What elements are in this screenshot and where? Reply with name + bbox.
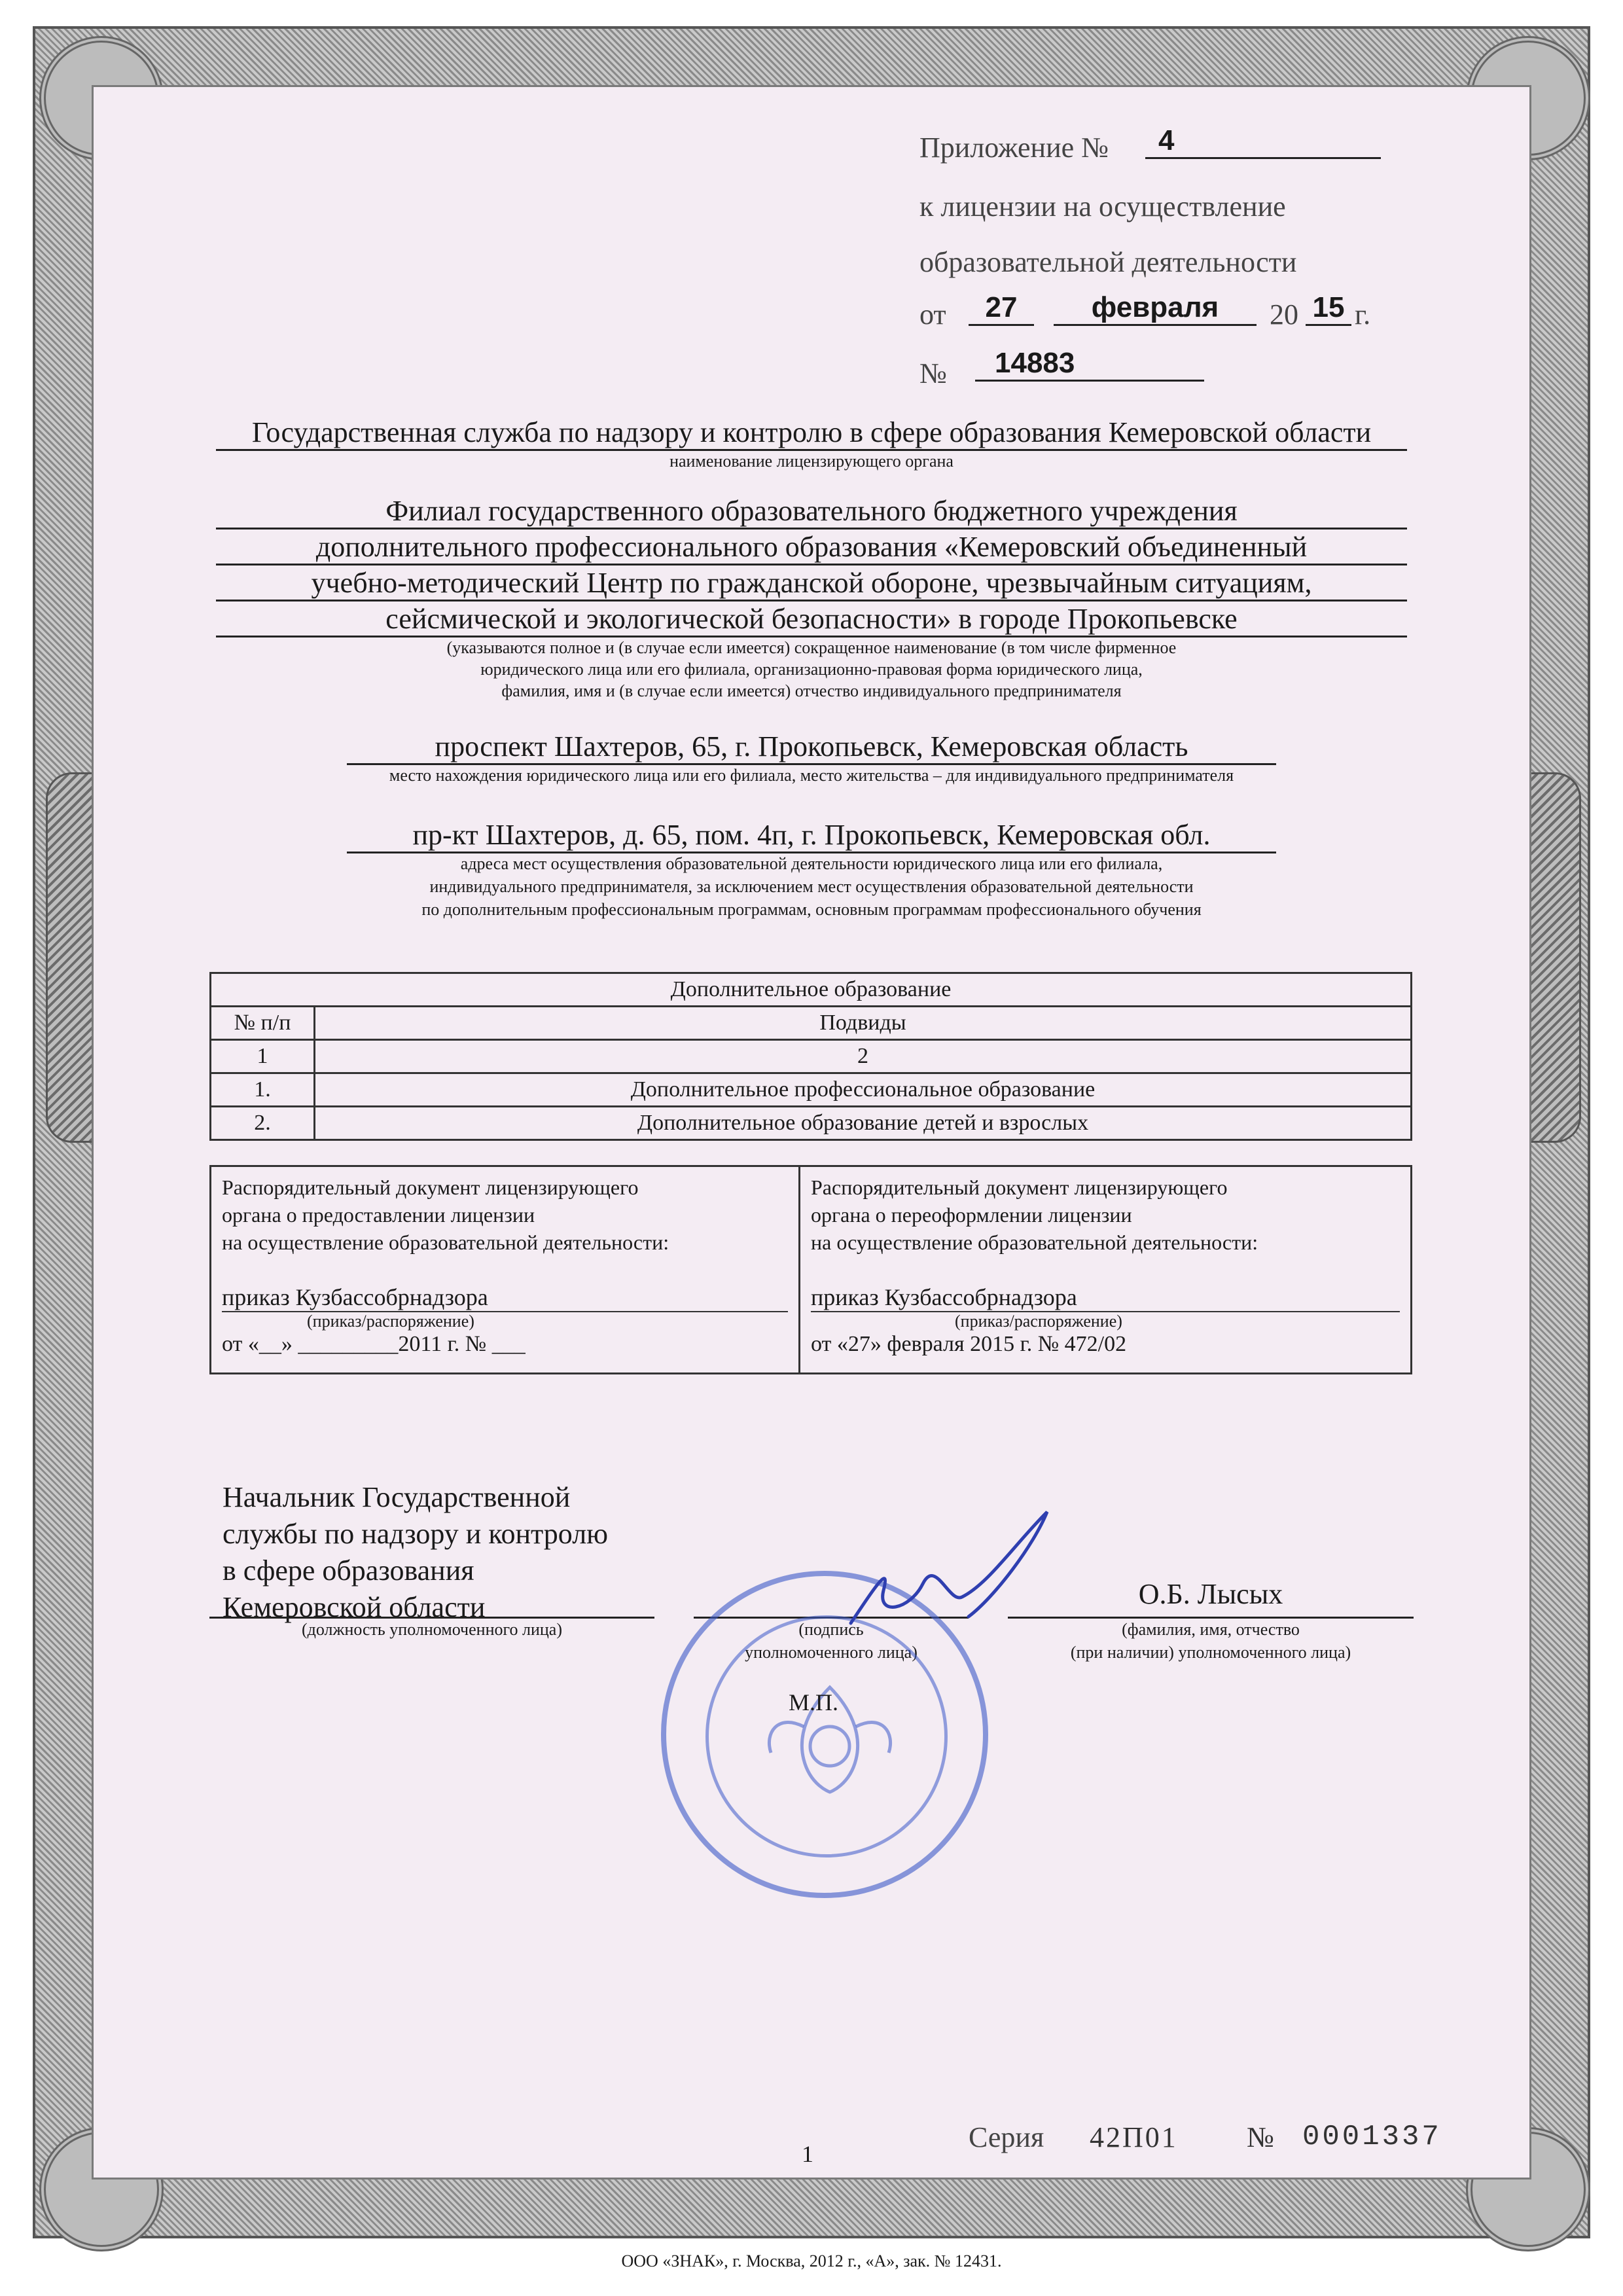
organization-line-4: сейсмической и экологической безопасности» в городе Прокопьевске	[216, 602, 1407, 637]
reissue-order: приказ Кузбассобрнадзора	[811, 1284, 1077, 1310]
position-line-1: Начальник Государственной	[223, 1481, 571, 1513]
signatory-name: О.Б. Лысых	[1138, 1578, 1283, 1610]
date-year-suffix: 15	[1306, 291, 1351, 326]
reissue-date: от «27» февраля 2015 г. № 472/02	[811, 1332, 1127, 1356]
granting-line-2: органа о предоставлении лицензии	[222, 1203, 535, 1227]
reissue-order-caption: (приказ/распоряжение)	[811, 1311, 1400, 1331]
granting-order: приказ Кузбассобрнадзора	[222, 1284, 488, 1310]
license-number-label: №	[919, 357, 947, 389]
stamp-placeholder-mp: М.П.	[789, 1689, 839, 1715]
signatory-position	[223, 1479, 608, 1626]
date-year-end: г.	[1355, 298, 1371, 331]
licensing-authority-name: Государственная служба по надзору и контролю в сфере образования Кемеровской области	[216, 416, 1407, 451]
licensing-authority-caption: наименование лицензирующего органа	[669, 452, 954, 471]
handwritten-signature-icon	[838, 1505, 1060, 1636]
organization-caption-3: фамилия, имя и (в случае если имеется) отчество индивидуального предпринимателя	[501, 681, 1122, 700]
table-cell-number: 1.	[211, 1073, 315, 1107]
appendix-line-3: образовательной деятельности	[919, 246, 1297, 278]
legal-address: проспект Шахтеров, 65, г. Прокопьевск, Кемеровская область	[347, 730, 1276, 765]
granting-line-3: на осуществление образовательной деятельности:	[222, 1230, 669, 1254]
table-index-cell: 2	[315, 1040, 1412, 1073]
position-line-3: в сфере образования	[223, 1554, 474, 1587]
reissue-line-2: органа о переоформлении лицензии	[811, 1203, 1132, 1227]
table-header-number: № п/п	[211, 1007, 315, 1040]
organization-caption-2: юридического лица или его филиала, организационно-правовая форма юридического лица,	[480, 660, 1143, 679]
date-day: 27	[969, 291, 1034, 326]
granting-line-1: Распорядительный документ лицензирующего	[222, 1175, 639, 1199]
table-index-cell: 1	[211, 1040, 315, 1073]
printer-imprint: ООО «ЗНАК», г. Москва, 2012 г., «А», зак. № 12431.	[621, 2251, 1002, 2270]
table-row	[211, 1107, 1412, 1140]
legal-address-caption: место нахождения юридического лица или его филиала, место жительства – для индивидуального предпринимателя	[389, 766, 1234, 785]
series-value: 42П01	[1090, 2121, 1178, 2153]
organization-line-1: Филиал государственного образовательного бюджетного учреждения	[216, 494, 1407, 529]
signature-caption-1: (подпись	[798, 1620, 864, 1639]
reissue-line-3: на осуществление образовательной деятельности:	[811, 1230, 1258, 1254]
page-number: 1	[802, 2141, 813, 2167]
position-line-2: службы по надзору и контролю	[223, 1518, 609, 1550]
table-title: Дополнительное образование	[211, 973, 1412, 1007]
position-caption: (должность уполномоченного лица)	[301, 1620, 562, 1639]
appendix-number: 4	[1145, 124, 1381, 159]
table-header-subtypes: Подвиды	[315, 1007, 1412, 1040]
activity-address: пр-кт Шахтеров, д. 65, пом. 4п, г. Прокопьевск, Кемеровская обл.	[347, 818, 1276, 853]
name-caption-2: (при наличии) уполномоченного лица)	[1070, 1643, 1351, 1662]
blank-number: 0001337	[1302, 2121, 1442, 2153]
signature-caption-2: уполномоченного лица)	[745, 1643, 918, 1662]
license-number: 14883	[975, 347, 1204, 382]
document-reissue	[800, 1167, 1410, 1372]
appendix-line-2: к лицензии на осуществление	[919, 190, 1286, 223]
document-granting	[211, 1167, 800, 1372]
activity-address-caption-2: индивидуального предпринимателя, за исключением мест осуществления образовательной деятельности	[429, 877, 1194, 896]
table-cell-subtype: Дополнительное образование детей и взрослых	[315, 1107, 1412, 1140]
administrative-documents-box	[209, 1165, 1412, 1374]
granting-order-caption: (приказ/распоряжение)	[222, 1311, 788, 1331]
date-month: февраля	[1054, 291, 1257, 326]
reissue-line-1: Распорядительный документ лицензирующего	[811, 1175, 1228, 1199]
organization-line-3: учебно-методический Центр по гражданской обороне, чрезвычайным ситуациям,	[216, 566, 1407, 601]
table-cell-subtype: Дополнительное профессиональное образование	[315, 1073, 1412, 1107]
series-label: Серия	[969, 2121, 1044, 2153]
organization-caption-1: (указываются полное и (в случае если имеется) сокращенное наименование (в том числе фирменное	[446, 638, 1177, 657]
blank-number-label: №	[1247, 2121, 1274, 2153]
granting-date: от «__» _________2011 г. № ___	[222, 1332, 526, 1356]
activity-address-caption-1: адреса мест осуществления образовательной деятельности юридического лица или его филиала,	[460, 854, 1163, 873]
education-subtypes-table	[209, 972, 1412, 1141]
date-prefix: от	[919, 298, 946, 331]
organization-line-2: дополнительного профессионального образования «Кемеровский объединенный	[216, 530, 1407, 565]
appendix-label: Приложение №	[919, 132, 1109, 164]
table-row	[211, 1073, 1412, 1107]
activity-address-caption-3: по дополнительным профессиональным программам, основным программам профессионального обучения	[421, 900, 1202, 919]
position-line-4: Кемеровской области	[223, 1591, 486, 1623]
date-year-prefix: 20	[1270, 298, 1298, 331]
table-cell-number: 2.	[211, 1107, 315, 1140]
name-caption-1: (фамилия, имя, отчество	[1122, 1620, 1300, 1639]
